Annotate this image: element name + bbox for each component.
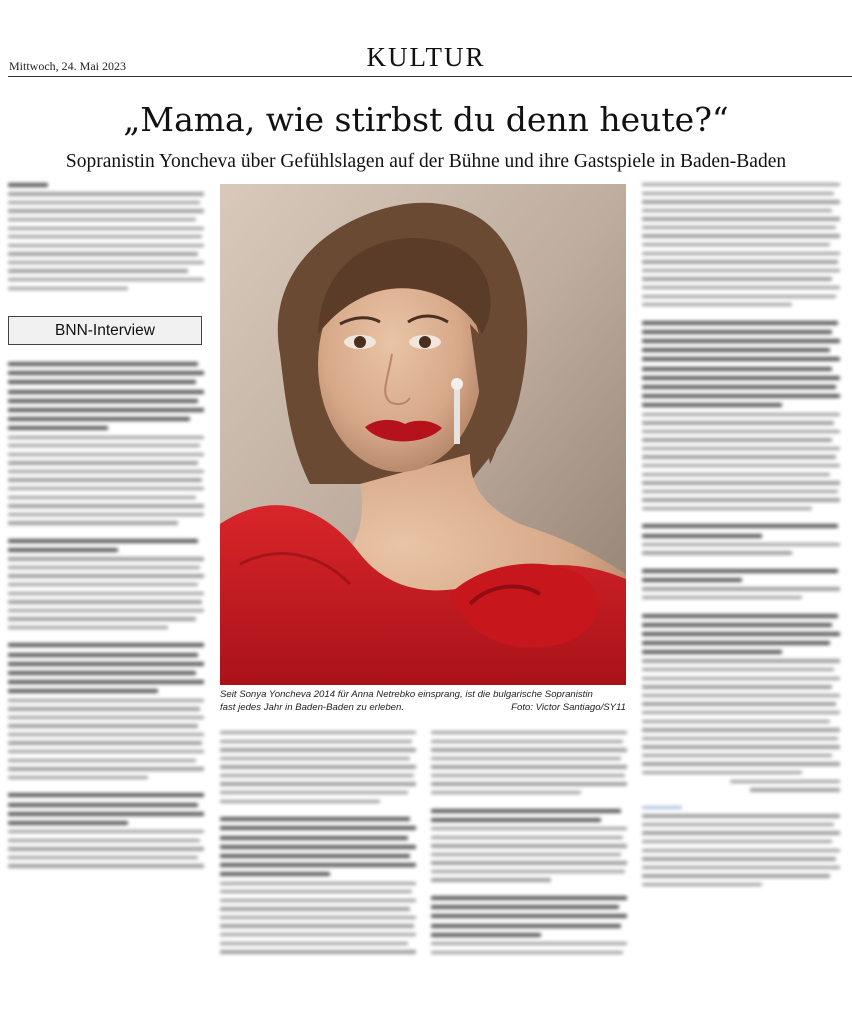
caption-line-1: Seit Sonya Yoncheva 2014 für Anna Netrebko einsprang, ist die bulgarische Sopranistin bbox=[220, 689, 593, 700]
photo-credit: Foto: Victor Santiago/SY11 bbox=[511, 701, 626, 713]
masthead bbox=[0, 0, 852, 80]
body-text-column-middle-1 bbox=[220, 731, 416, 959]
issue-date: Mittwoch, 24. Mai 2023 bbox=[9, 59, 126, 73]
body-text-column-left bbox=[8, 362, 204, 873]
header-rule bbox=[8, 76, 852, 77]
portrait-photo bbox=[220, 184, 626, 685]
caption-line-2: fast jedes Jahr in Baden-Baden zu erleben. bbox=[220, 701, 405, 713]
article-subheadline: Sopranistin Yoncheva über Gefühlslagen auf der Bühne und ihre Gastspiele in Baden-Baden bbox=[65, 151, 787, 172]
photo-caption bbox=[220, 689, 626, 714]
body-text-column-right bbox=[642, 183, 840, 892]
section-title: KULTUR bbox=[366, 42, 486, 72]
body-text-column-left-top bbox=[8, 183, 204, 295]
article-headline: „Mama, wie stirbst du denn heute?“ bbox=[123, 100, 729, 139]
interview-badge: BNN-Interview bbox=[8, 316, 202, 345]
body-text-column-middle-2 bbox=[431, 731, 627, 959]
